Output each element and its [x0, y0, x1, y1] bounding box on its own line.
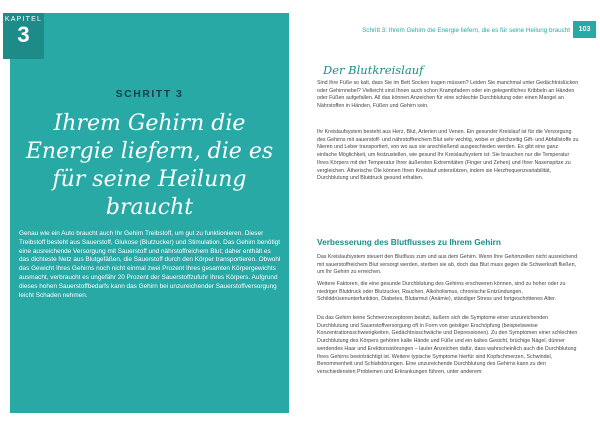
running-head: Schritt 3: Ihrem Gehirn die Energie liefern, die es für seine Heilung braucht [362, 27, 570, 34]
section-heading: Der Blutkreislauf [323, 63, 424, 77]
step-label: SCHRITT 3 [115, 88, 184, 100]
body-paragraph-4: Weitere Faktoren, die eine gesunde Durchblutung des Gehirns erschweren können, sind zu hoher oder zu niedriger Blutdruck oder Blutzucker, Rauchen, Alkoholismus, chronische Entzündungen, Schilddrüsenunterfunktion, Diabetes, Blutarmut (Anämie), ständiger Stress und fortgeschrittenes Alter. [317, 281, 566, 303]
body-paragraph-5: Da das Gehirn keine Schmerzrezeptoren besitzt, äußern sich die Symptome einer unzureichenden Durchblutung und Sauerstoffversorgung oft in Form von geistiger Erschöpfung (beispielsweise Konzentrationsschwierigkeiten, Gedächtnisschwäche und Depressionen). Zu den Symptomen einer schlechten Durchblutung des Körpers gehören kalte Hände und Füße und ein kaltes Gesicht, brüchige Nägel, dünner werdendes Haar und Erektionsstörungen – lauter Anzeichen dafür, dass wahrscheinlich auch die Durchblutung Ihres Gehirns beeinträchtigt ist. Weitere typische Symptome hierfür sind Kopfschmerzen, Schwindel, Benommenheit und Schlafstörungen. Eine unzureichende Durchblutung des Gehirns kann zu den verschiedensten Problemen und Erkrankungen führen, unter anderem: [317, 315, 578, 375]
intro-paragraph: Genau wie ein Auto braucht auch Ihr Gehirn Treibstoff, um gut zu funktionieren. Dieser Treibstoff besteht aus Sauerstoff, Glukose (Blutzucker) und Stimulation. Das Gehirn benötigt eine ausreichende Versorgung mit Sauerstoff und nährstoffreichem Blut; daher enthält es das dichteste Netz aus Blutgefäßen, die Sauerstoff durch den Körper transportieren. Obwohl das Gewicht Ihres Gehirns noch nicht einmal zwei Prozent Ihres gesamten Körpergewichts ausmacht, verbraucht es ungefähr 20 Prozent der Sauerstoffzufuhr Ihres Körpers. Aufgrund dieses hohen Sauerstoffbedarfs kann das Gehirn bei unzureichender Sauerstoffversorgung leicht Schaden nehmen. [19, 230, 281, 299]
body-paragraph-1: Sind Ihre Füße so kalt, dass Sie im Bett Socken tragen müssen? Leiden Sie manchmal unter Gedächtnislücken oder Gehirnnebel? Vielleicht sind Ihnen auch schon Krampfadern oder ein gelegentliches Kribbeln an Händen oder Füßen aufgefallen. All das können Anzeichen für eine schlechte Durchblutung oder einen Mangel an Nährstoffen in Händen, Füßen und Gehirn sein. [317, 80, 579, 110]
chapter-label: KAPITEL [4, 16, 43, 23]
page-number: 103 [573, 21, 596, 38]
subheading: Verbesserung des Blutflusses zu Ihrem Gehirn [317, 237, 501, 247]
body-paragraph-3: Das Kreislaufsystem steuert den Blutfluss zum und aus dem Gehirn. Wenn Ihre Gehirnzellen nicht ausreichend mit sauerstoffreichem Blut versorgt werden, sterben sie ab, doch das Blut muss gegen die Schwerkraft fließen, um Ihr Gehirn zu erreichen. [317, 254, 578, 276]
body-paragraph-2: Ihr Kreislaufsystem besteht aus Herz, Blut, Arterien und Venen. Ein gesunder Kreislauf ist für die Versorgung des Gehirns mit sauerstoff- und nährstoffreichem Blut sehr wichtig, wobei er gleichzeitig Gift- und Abfallstoffe zu Nieren und Leber transportiert, von wo aus sie anschließend ausgeschieden werden. Es gibt eine ganz einfache Möglichkeit, um festzustellen, wie gesund Ihr Kreislaufsystem ist: Sie brauchen nur die Temperatur Ihres Körpers mit der Temperatur Ihrer äußersten Extremitäten (Finger und Zehen) und Ihrer Nasenspitze zu vergleichen. Ätherische Öle können Ihren Kreislauf unterstützen, indem sie Herzfrequenzvariabilität, Durchblutung und Blutdruck gesund erhalten. [317, 129, 579, 182]
chapter-title: Ihrem Gehirn die Energie liefern, die es für seine Heilung braucht [25, 111, 274, 220]
right-page [300, 0, 600, 424]
chapter-number: 3 [17, 22, 30, 47]
chapter-tab [3, 13, 44, 59]
